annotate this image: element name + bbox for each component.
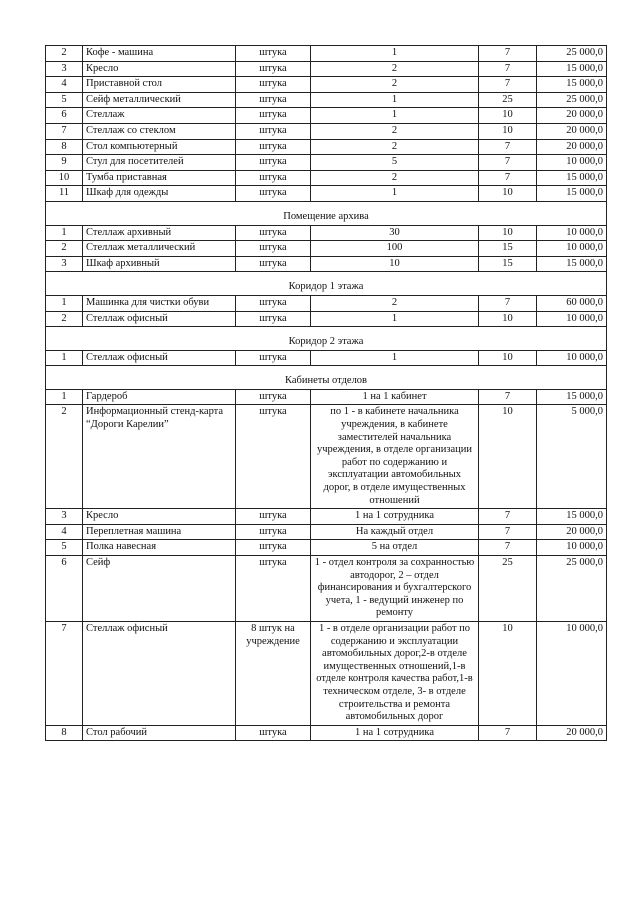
item-name: Сейф: [83, 556, 236, 622]
table-row: [46, 186, 607, 202]
item-number: 1: [46, 350, 83, 366]
item-service-life: 7: [479, 170, 537, 186]
item-name: Стол рабочий: [83, 725, 236, 741]
item-number: 4: [46, 77, 83, 93]
item-name: Кофе - машина: [83, 46, 236, 62]
item-number: 11: [46, 186, 83, 202]
item-unit: штука: [236, 524, 311, 540]
item-number: 3: [46, 256, 83, 272]
item-service-life: 10: [479, 186, 537, 202]
item-service-life: 7: [479, 155, 537, 171]
item-price: 20 000,0: [537, 139, 607, 155]
item-price: 15 000,0: [537, 256, 607, 272]
item-price: 20 000,0: [537, 108, 607, 124]
section-title: Коридор 2 этажа: [46, 327, 607, 351]
item-number: 2: [46, 46, 83, 62]
item-price: 15 000,0: [537, 77, 607, 93]
table-row: [46, 92, 607, 108]
item-price: 15 000,0: [537, 61, 607, 77]
item-price: 10 000,0: [537, 540, 607, 556]
item-unit: штука: [236, 225, 311, 241]
item-service-life: 10: [479, 311, 537, 327]
item-price: 15 000,0: [537, 170, 607, 186]
item-unit: штука: [236, 509, 311, 525]
item-service-life: 7: [479, 540, 537, 556]
item-quantity: по 1 - в кабинете начальника учреждения, в кабинете заместителей начальника учреждения, в отделе организации работ по содержанию и эксплуатации автомобильных дорог, в отделе имущественных отношений: [311, 405, 479, 509]
item-price: 15 000,0: [537, 509, 607, 525]
item-price: 60 000,0: [537, 295, 607, 311]
item-quantity: 2: [311, 295, 479, 311]
item-price: 10 000,0: [537, 241, 607, 257]
item-unit: штука: [236, 77, 311, 93]
item-service-life: 15: [479, 241, 537, 257]
item-number: 7: [46, 621, 83, 725]
table-row: [46, 108, 607, 124]
item-service-life: 7: [479, 61, 537, 77]
item-quantity: На каждый отдел: [311, 524, 479, 540]
table-row: [46, 46, 607, 62]
table-row: [46, 540, 607, 556]
table-row: [46, 405, 607, 509]
item-unit: штука: [236, 556, 311, 622]
table-row: [46, 311, 607, 327]
item-name: Стеллаж со стеклом: [83, 123, 236, 139]
item-unit: штука: [236, 123, 311, 139]
item-number: 5: [46, 92, 83, 108]
item-service-life: 25: [479, 556, 537, 622]
item-number: 5: [46, 540, 83, 556]
item-name: Стеллаж офисный: [83, 311, 236, 327]
item-unit: штука: [236, 350, 311, 366]
item-unit: штука: [236, 725, 311, 741]
item-number: 1: [46, 295, 83, 311]
item-service-life: 7: [479, 389, 537, 405]
item-service-life: 7: [479, 509, 537, 525]
item-name: Машинка для чистки обуви: [83, 295, 236, 311]
item-name: Приставной стол: [83, 77, 236, 93]
item-name: Кресло: [83, 509, 236, 525]
item-service-life: 10: [479, 108, 537, 124]
item-service-life: 7: [479, 77, 537, 93]
item-unit: штука: [236, 108, 311, 124]
item-quantity: 1: [311, 186, 479, 202]
item-price: 25 000,0: [537, 92, 607, 108]
table-row: [46, 123, 607, 139]
item-service-life: 10: [479, 225, 537, 241]
table-row: [46, 77, 607, 93]
section-title: Коридор 1 этажа: [46, 272, 607, 296]
item-price: 10 000,0: [537, 225, 607, 241]
table-row: [46, 61, 607, 77]
item-name: Стеллаж офисный: [83, 621, 236, 725]
item-quantity: 1 - в отделе организации работ по содержанию и эксплуатации автомобильных дорог,2-в отделе имущественных отношений,1-в отделе контроля качества работ,1-в техническом отделе, 3- в отделе строительства и ремонта автомобильных дорог: [311, 621, 479, 725]
item-unit: штука: [236, 170, 311, 186]
item-number: 2: [46, 241, 83, 257]
item-price: 25 000,0: [537, 46, 607, 62]
section-header-row: [46, 201, 607, 225]
item-service-life: 10: [479, 123, 537, 139]
item-quantity: 1 - отдел контроля за сохранностью автодорог, 2 – отдел финансирования и бухгалтерского учета, 1 - ведущий инженер по ремонту: [311, 556, 479, 622]
item-name: Стеллаж металлический: [83, 241, 236, 257]
table-row: [46, 155, 607, 171]
inventory-table: [45, 45, 607, 741]
item-quantity: 1: [311, 350, 479, 366]
item-name: Шкаф архивный: [83, 256, 236, 272]
section-title: Помещение архива: [46, 201, 607, 225]
item-service-life: 7: [479, 46, 537, 62]
section-header-row: [46, 272, 607, 296]
item-service-life: 7: [479, 139, 537, 155]
item-number: 9: [46, 155, 83, 171]
table-row: [46, 556, 607, 622]
item-service-life: 15: [479, 256, 537, 272]
item-price: 10 000,0: [537, 311, 607, 327]
table-row: [46, 139, 607, 155]
table-row: [46, 621, 607, 725]
item-number: 7: [46, 123, 83, 139]
item-price: 10 000,0: [537, 350, 607, 366]
item-unit: штука: [236, 311, 311, 327]
item-number: 4: [46, 524, 83, 540]
section-title: Кабинеты отделов: [46, 366, 607, 390]
item-name: Информационный стенд-карта “Дороги Карелии”: [83, 405, 236, 509]
table-row: [46, 725, 607, 741]
item-quantity: 1: [311, 311, 479, 327]
item-unit: штука: [236, 241, 311, 257]
item-quantity: 2: [311, 139, 479, 155]
item-number: 6: [46, 108, 83, 124]
table-row: [46, 509, 607, 525]
table-row: [46, 295, 607, 311]
item-quantity: 2: [311, 77, 479, 93]
item-quantity: 1 на 1 сотрудника: [311, 725, 479, 741]
item-service-life: 10: [479, 405, 537, 509]
item-quantity: 5 на отдел: [311, 540, 479, 556]
item-unit: штука: [236, 256, 311, 272]
item-quantity: 1 на 1 сотрудника: [311, 509, 479, 525]
item-name: Стеллаж: [83, 108, 236, 124]
item-price: 15 000,0: [537, 186, 607, 202]
item-price: 10 000,0: [537, 621, 607, 725]
item-unit: 8 штук на учреждение: [236, 621, 311, 725]
item-number: 6: [46, 556, 83, 622]
item-price: 20 000,0: [537, 123, 607, 139]
table-row: [46, 241, 607, 257]
item-number: 1: [46, 389, 83, 405]
item-quantity: 30: [311, 225, 479, 241]
item-number: 8: [46, 139, 83, 155]
item-number: 2: [46, 405, 83, 509]
item-name: Стол компьютерный: [83, 139, 236, 155]
table-row: [46, 256, 607, 272]
table-row: [46, 225, 607, 241]
item-service-life: 25: [479, 92, 537, 108]
item-unit: штука: [236, 540, 311, 556]
item-service-life: 10: [479, 350, 537, 366]
item-unit: штука: [236, 389, 311, 405]
section-header-row: [46, 366, 607, 390]
item-number: 3: [46, 61, 83, 77]
item-quantity: 1 на 1 кабинет: [311, 389, 479, 405]
item-price: 15 000,0: [537, 389, 607, 405]
table-row: [46, 524, 607, 540]
item-name: Стеллаж архивный: [83, 225, 236, 241]
item-quantity: 1: [311, 108, 479, 124]
item-number: 2: [46, 311, 83, 327]
item-number: 1: [46, 225, 83, 241]
item-quantity: 5: [311, 155, 479, 171]
item-price: 5 000,0: [537, 405, 607, 509]
item-name: Полка навесная: [83, 540, 236, 556]
item-quantity: 1: [311, 92, 479, 108]
item-name: Гардероб: [83, 389, 236, 405]
item-name: Переплетная машина: [83, 524, 236, 540]
table-row: [46, 389, 607, 405]
item-service-life: 7: [479, 725, 537, 741]
item-quantity: 100: [311, 241, 479, 257]
item-price: 20 000,0: [537, 725, 607, 741]
item-price: 20 000,0: [537, 524, 607, 540]
item-unit: штука: [236, 46, 311, 62]
item-name: Стул для посетителей: [83, 155, 236, 171]
item-service-life: 7: [479, 524, 537, 540]
item-number: 10: [46, 170, 83, 186]
item-name: Кресло: [83, 61, 236, 77]
item-unit: штука: [236, 295, 311, 311]
item-price: 10 000,0: [537, 155, 607, 171]
item-quantity: 10: [311, 256, 479, 272]
item-quantity: 2: [311, 170, 479, 186]
item-unit: штука: [236, 186, 311, 202]
inventory-table-body: [46, 46, 607, 741]
item-quantity: 1: [311, 46, 479, 62]
item-quantity: 2: [311, 123, 479, 139]
item-unit: штука: [236, 92, 311, 108]
item-name: Тумба приставная: [83, 170, 236, 186]
item-unit: штука: [236, 61, 311, 77]
item-quantity: 2: [311, 61, 479, 77]
item-service-life: 7: [479, 295, 537, 311]
table-row: [46, 170, 607, 186]
item-name: Стеллаж офисный: [83, 350, 236, 366]
item-number: 3: [46, 509, 83, 525]
item-name: Сейф металлический: [83, 92, 236, 108]
item-number: 8: [46, 725, 83, 741]
item-unit: штука: [236, 405, 311, 509]
table-row: [46, 350, 607, 366]
item-name: Шкаф для одежды: [83, 186, 236, 202]
item-unit: штука: [236, 139, 311, 155]
item-unit: штука: [236, 155, 311, 171]
section-header-row: [46, 327, 607, 351]
item-service-life: 10: [479, 621, 537, 725]
item-price: 25 000,0: [537, 556, 607, 622]
